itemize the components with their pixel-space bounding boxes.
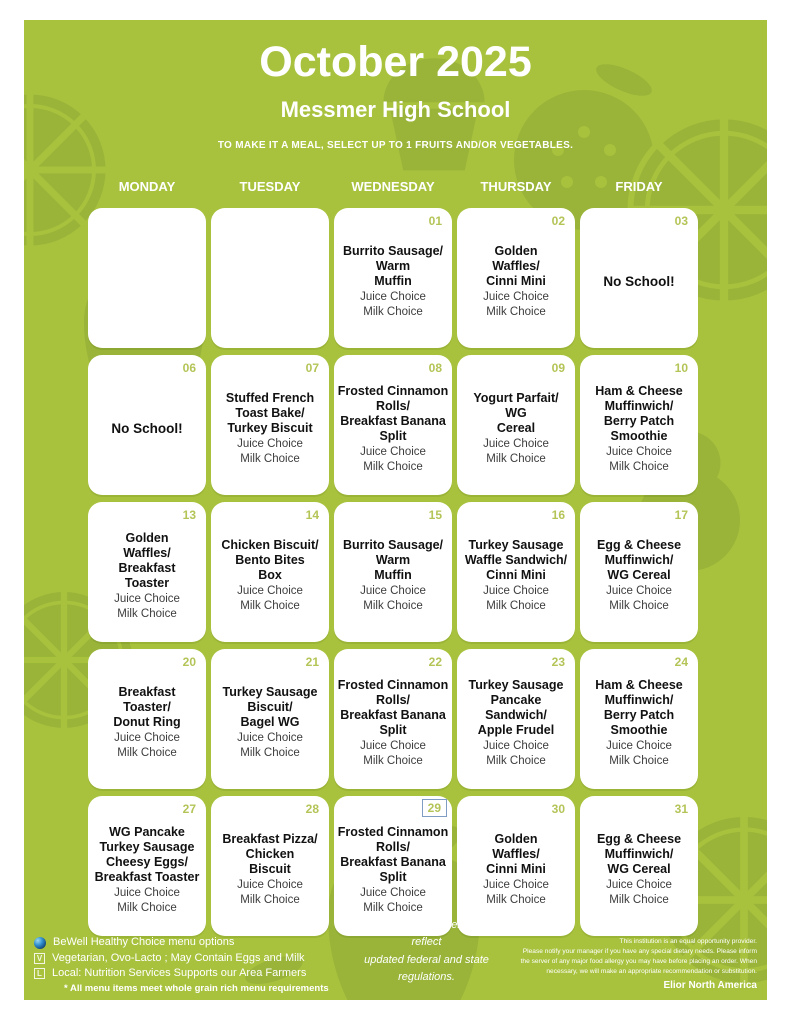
calendar-cell bbox=[580, 649, 698, 789]
calendar-cell bbox=[211, 796, 329, 936]
menu-line: Split bbox=[379, 722, 407, 737]
date-number: 23 bbox=[551, 655, 565, 669]
menu-items bbox=[214, 391, 326, 436]
menu-line: Apple Frudel bbox=[477, 722, 555, 737]
menu-line: Turkey Sausage bbox=[222, 685, 318, 700]
menu-line: WG Cereal bbox=[607, 862, 671, 877]
date-number: 13 bbox=[182, 508, 196, 522]
menu-line: Cinni Mini bbox=[486, 568, 546, 583]
menu-line: Rolls/ bbox=[375, 398, 411, 413]
fine-print-line: necessary, we will make an appropriate recommendation or substitution. bbox=[546, 968, 757, 976]
menu-line: Split bbox=[379, 428, 407, 443]
date-number: 21 bbox=[305, 655, 319, 669]
calendar-cell bbox=[457, 502, 575, 642]
choice-line: Milk Choice bbox=[363, 754, 423, 767]
calendar-cell bbox=[88, 649, 206, 789]
choice-line: Milk Choice bbox=[486, 754, 546, 767]
menu-line: WG bbox=[505, 406, 527, 421]
beverage-choices bbox=[214, 878, 326, 908]
choice-line: Juice Choice bbox=[237, 732, 303, 745]
menu-line: Golden bbox=[494, 832, 538, 847]
menu-line: Muffinwich/ bbox=[604, 398, 674, 413]
choice-line: Milk Choice bbox=[240, 894, 300, 906]
date-number: 03 bbox=[674, 214, 688, 228]
footer bbox=[34, 917, 757, 995]
choice-line: Juice Choice bbox=[360, 291, 426, 304]
menu-line: Rolls/ bbox=[375, 839, 411, 854]
choice-line: Juice Choice bbox=[360, 585, 426, 598]
date-number: 07 bbox=[305, 361, 319, 375]
fine-print bbox=[517, 937, 757, 993]
menu-line: Ham & Cheese bbox=[595, 677, 683, 692]
choice-line: Milk Choice bbox=[240, 747, 300, 759]
choice-line: Milk Choice bbox=[117, 747, 177, 759]
menu-line: Chicken bbox=[245, 847, 295, 862]
menu-line: Berry Patch bbox=[603, 707, 675, 722]
choice-line: Juice Choice bbox=[606, 879, 672, 892]
choice-line: Juice Choice bbox=[483, 739, 549, 752]
menu-line: Waffle Sandwich/ bbox=[464, 553, 568, 568]
legend-label: Local: Nutrition Services Supports our Area Farmers bbox=[52, 967, 307, 979]
menu-line: Cinni Mini bbox=[486, 274, 546, 289]
date-number: 20 bbox=[182, 655, 196, 669]
amendment-line: May be subject to amendment to reflect bbox=[346, 918, 507, 949]
menu-line: Burrito Sausage/ bbox=[342, 244, 444, 259]
menu-line: Rolls/ bbox=[375, 692, 411, 707]
amendment-note bbox=[336, 917, 517, 987]
menu-items bbox=[583, 678, 695, 738]
no-school-label: No School! bbox=[111, 420, 183, 436]
menu-line: Smoothie bbox=[610, 428, 668, 443]
menu-items bbox=[337, 244, 449, 289]
menu-items bbox=[214, 832, 326, 877]
calendar-cell bbox=[580, 502, 698, 642]
menu-line: Cereal bbox=[496, 421, 536, 436]
beverage-choices bbox=[337, 445, 449, 475]
menu-items bbox=[460, 391, 572, 436]
choice-line: Milk Choice bbox=[486, 600, 546, 612]
menu-line: Sandwich/ bbox=[485, 707, 547, 722]
menu-line: Cheesy Eggs/ bbox=[106, 854, 188, 869]
menu-line: Cinni Mini bbox=[486, 862, 546, 877]
beverage-choices bbox=[583, 584, 695, 614]
menu-line: Golden bbox=[125, 530, 169, 545]
beverage-choices bbox=[337, 886, 449, 916]
choice-line: Juice Choice bbox=[606, 445, 672, 458]
choice-line: Milk Choice bbox=[486, 453, 546, 465]
calendar-cell bbox=[334, 502, 452, 642]
choice-line: Juice Choice bbox=[483, 585, 549, 598]
menu-line: Toaster bbox=[124, 575, 170, 590]
choice-line: Juice Choice bbox=[237, 879, 303, 892]
date-number: 16 bbox=[551, 508, 565, 522]
calendar-grid bbox=[88, 208, 698, 936]
menu-line: Breakfast bbox=[118, 685, 176, 700]
weekday-label: WEDNESDAY bbox=[351, 179, 435, 194]
fine-print-line: the server of any major food allergy you may have before placing an order. When bbox=[520, 958, 757, 966]
calendar-cell bbox=[88, 502, 206, 642]
beverage-choices bbox=[337, 290, 449, 320]
menu-line: Waffles/ bbox=[492, 847, 540, 862]
date-number: 31 bbox=[674, 802, 688, 816]
date-number: 09 bbox=[551, 361, 565, 375]
date-number: 29 bbox=[422, 799, 447, 817]
date-number: 15 bbox=[428, 508, 442, 522]
menu-line: Breakfast Banana bbox=[340, 707, 446, 722]
choice-line: Juice Choice bbox=[483, 438, 549, 451]
fine-print-line: Please notify your manager if you have any special dietary needs. Please inform bbox=[522, 948, 757, 956]
choice-line: Juice Choice bbox=[483, 879, 549, 892]
menu-line: Frosted Cinnamon bbox=[337, 383, 449, 398]
choice-line: Milk Choice bbox=[609, 460, 669, 473]
beverage-choices bbox=[460, 584, 572, 614]
beverage-choices bbox=[460, 739, 572, 769]
calendar-cell bbox=[457, 796, 575, 936]
calendar-cell bbox=[457, 208, 575, 348]
date-number: 06 bbox=[182, 361, 196, 375]
menu-items bbox=[460, 538, 572, 583]
fine-print-line: This institution is an equal opportunity provider. bbox=[619, 938, 757, 946]
menu-items bbox=[460, 244, 572, 289]
menu-line: Frosted Cinnamon bbox=[337, 824, 449, 839]
vegetarian-icon: V bbox=[34, 953, 45, 964]
menu-line: Turkey Sausage bbox=[468, 677, 564, 692]
beverage-choices bbox=[214, 731, 326, 761]
choice-line: Milk Choice bbox=[486, 894, 546, 906]
menu-line: Split bbox=[379, 869, 407, 884]
menu-line: Breakfast Pizza/ bbox=[222, 832, 318, 847]
beverage-choices bbox=[337, 584, 449, 614]
menu-items bbox=[214, 538, 326, 583]
menu-line: Turkey Sausage bbox=[99, 839, 195, 854]
calendar-cell bbox=[334, 208, 452, 348]
menu-line: Donut Ring bbox=[113, 715, 181, 730]
choice-line: Milk Choice bbox=[363, 460, 423, 473]
choice-line: Milk Choice bbox=[240, 600, 300, 612]
menu-line: Breakfast bbox=[118, 560, 176, 575]
menu-line: Biscuit/ bbox=[247, 700, 293, 715]
menu-items bbox=[91, 685, 203, 730]
meal-note: TO MAKE IT A MEAL, SELECT UP TO 1 FRUITS AND/OR VEGETABLES. bbox=[217, 140, 574, 151]
calendar-cell bbox=[211, 649, 329, 789]
weekday-header-row bbox=[88, 179, 698, 194]
beverage-choices bbox=[337, 739, 449, 769]
calendar-cell bbox=[211, 208, 329, 348]
legend-item bbox=[34, 967, 336, 980]
beverage-choices bbox=[460, 878, 572, 908]
calendar-cell bbox=[211, 355, 329, 495]
weekday-label: FRIDAY bbox=[615, 179, 663, 194]
menu-line: Bento Bites bbox=[235, 553, 305, 568]
choice-line: Milk Choice bbox=[609, 894, 669, 906]
date-number: 01 bbox=[428, 214, 442, 228]
menu-line: Warm bbox=[375, 553, 411, 568]
menu-line: Egg & Cheese bbox=[596, 538, 682, 553]
calendar-cell bbox=[334, 649, 452, 789]
beverage-choices bbox=[91, 731, 203, 761]
menu-items bbox=[337, 678, 449, 738]
bewell-icon bbox=[34, 937, 46, 949]
date-number: 17 bbox=[674, 508, 688, 522]
menu-line: Chicken Biscuit/ bbox=[221, 538, 319, 553]
whole-grain-footnote: * All menu items meet whole grain rich menu requirements bbox=[64, 983, 329, 994]
menu-items bbox=[460, 678, 572, 738]
calendar-cell bbox=[457, 355, 575, 495]
calendar-cell bbox=[211, 502, 329, 642]
menu-line: Muffinwich/ bbox=[604, 692, 674, 707]
menu-line: Turkey Sausage bbox=[468, 538, 564, 553]
beverage-choices bbox=[91, 886, 203, 916]
no-school-label: No School! bbox=[603, 273, 675, 289]
choice-line: Milk Choice bbox=[363, 306, 423, 318]
menu-line: Biscuit bbox=[249, 862, 291, 877]
menu-line: Muffin bbox=[374, 274, 412, 289]
weekday-label: TUESDAY bbox=[239, 179, 301, 194]
date-number: 24 bbox=[674, 655, 688, 669]
menu-line: Waffles/ bbox=[492, 259, 540, 274]
choice-line: Juice Choice bbox=[237, 438, 303, 451]
beverage-choices bbox=[460, 437, 572, 467]
menu-line: Egg & Cheese bbox=[596, 832, 682, 847]
choice-line: Juice Choice bbox=[114, 732, 180, 745]
date-number: 02 bbox=[551, 214, 565, 228]
menu-line: Toaster/ bbox=[123, 700, 171, 715]
menu-line: Breakfast Banana bbox=[340, 413, 446, 428]
page-title: October 2025 bbox=[259, 38, 532, 86]
calendar-cell bbox=[88, 796, 206, 936]
menu-page bbox=[24, 20, 767, 1000]
header bbox=[24, 20, 767, 151]
calendar-cell bbox=[334, 796, 452, 936]
menu-items bbox=[337, 538, 449, 583]
date-number: 27 bbox=[182, 802, 196, 816]
menu-items bbox=[583, 832, 695, 877]
menu-items bbox=[337, 384, 449, 444]
menu-line: Box bbox=[258, 568, 282, 583]
menu-items bbox=[91, 531, 203, 591]
menu-line: Frosted Cinnamon bbox=[337, 677, 449, 692]
menu-items bbox=[91, 825, 203, 885]
brand-name: Elior North America bbox=[663, 980, 757, 991]
menu-line: Pancake bbox=[490, 692, 542, 707]
date-number: 10 bbox=[674, 361, 688, 375]
choice-line: Juice Choice bbox=[606, 739, 672, 752]
date-number: 08 bbox=[428, 361, 442, 375]
menu-items bbox=[337, 825, 449, 885]
menu-items bbox=[460, 832, 572, 877]
menu-line: Muffinwich/ bbox=[604, 553, 674, 568]
menu-line: Waffles/ bbox=[123, 545, 171, 560]
choice-line: Juice Choice bbox=[606, 585, 672, 598]
school-name: Messmer High School bbox=[280, 97, 511, 122]
menu-items bbox=[583, 538, 695, 583]
date-number: 14 bbox=[305, 508, 319, 522]
menu-line: Muffinwich/ bbox=[604, 847, 674, 862]
menu-line: Stuffed French bbox=[225, 391, 315, 406]
calendar-cell bbox=[580, 355, 698, 495]
legend-label: BeWell Healthy Choice menu options bbox=[53, 936, 235, 948]
weekday-label: THURSDAY bbox=[480, 179, 552, 194]
menu-line: WG Pancake bbox=[109, 824, 185, 839]
choice-line: Juice Choice bbox=[360, 739, 426, 752]
legend-rows bbox=[34, 936, 336, 980]
choice-line: Juice Choice bbox=[114, 592, 180, 605]
fine-print-lines bbox=[517, 937, 757, 977]
beverage-choices bbox=[583, 445, 695, 475]
menu-line: Bagel WG bbox=[240, 715, 300, 730]
amendment-line: updated federal and state regulations. bbox=[364, 953, 489, 984]
calendar-cell bbox=[88, 355, 206, 495]
choice-line: Milk Choice bbox=[609, 600, 669, 612]
menu-items bbox=[214, 685, 326, 730]
date-number: 28 bbox=[305, 802, 319, 816]
choice-line: Juice Choice bbox=[237, 585, 303, 598]
menu-line: Golden bbox=[494, 244, 538, 259]
menu-line: Yogurt Parfait/ bbox=[473, 391, 559, 406]
choice-line: Milk Choice bbox=[486, 306, 546, 318]
calendar-cell bbox=[334, 355, 452, 495]
menu-line: Smoothie bbox=[610, 722, 668, 737]
beverage-choices bbox=[583, 878, 695, 908]
choice-line: Milk Choice bbox=[609, 754, 669, 767]
legend-item bbox=[34, 952, 336, 965]
local-icon: L bbox=[34, 968, 45, 979]
menu-line: Toast Bake/ bbox=[235, 406, 305, 421]
legend-item bbox=[34, 936, 336, 949]
weekday-label: MONDAY bbox=[118, 179, 176, 194]
menu-line: Berry Patch bbox=[603, 413, 675, 428]
choice-line: Milk Choice bbox=[117, 901, 177, 914]
date-number: 22 bbox=[428, 655, 442, 669]
choice-line: Juice Choice bbox=[360, 886, 426, 899]
beverage-choices bbox=[214, 584, 326, 614]
beverage-choices bbox=[460, 290, 572, 320]
menu-line: Breakfast Toaster bbox=[94, 869, 200, 884]
choice-line: Milk Choice bbox=[363, 901, 423, 914]
menu-line: WG Cereal bbox=[607, 568, 671, 583]
legend bbox=[34, 934, 336, 996]
menu-line: Ham & Cheese bbox=[595, 383, 683, 398]
menu-line: Warm bbox=[375, 259, 411, 274]
beverage-choices bbox=[91, 592, 203, 622]
calendar-cell bbox=[580, 208, 698, 348]
date-number: 30 bbox=[551, 802, 565, 816]
calendar-cell bbox=[457, 649, 575, 789]
choice-line: Juice Choice bbox=[483, 291, 549, 304]
calendar-cell bbox=[88, 208, 206, 348]
choice-line: Milk Choice bbox=[240, 453, 300, 465]
choice-line: Milk Choice bbox=[117, 607, 177, 620]
beverage-choices bbox=[214, 437, 326, 467]
choice-line: Milk Choice bbox=[363, 600, 423, 612]
menu-line: Burrito Sausage/ bbox=[342, 538, 444, 553]
menu-items bbox=[583, 384, 695, 444]
calendar-cell bbox=[580, 796, 698, 936]
legend-label: Vegetarian, Ovo-Lacto ; May Contain Eggs and Milk bbox=[52, 951, 305, 964]
choice-line: Juice Choice bbox=[114, 886, 180, 899]
beverage-choices bbox=[583, 739, 695, 769]
menu-line: Turkey Biscuit bbox=[227, 421, 313, 436]
menu-line: Muffin bbox=[374, 568, 412, 583]
choice-line: Juice Choice bbox=[360, 445, 426, 458]
menu-line: Breakfast Banana bbox=[340, 854, 446, 869]
